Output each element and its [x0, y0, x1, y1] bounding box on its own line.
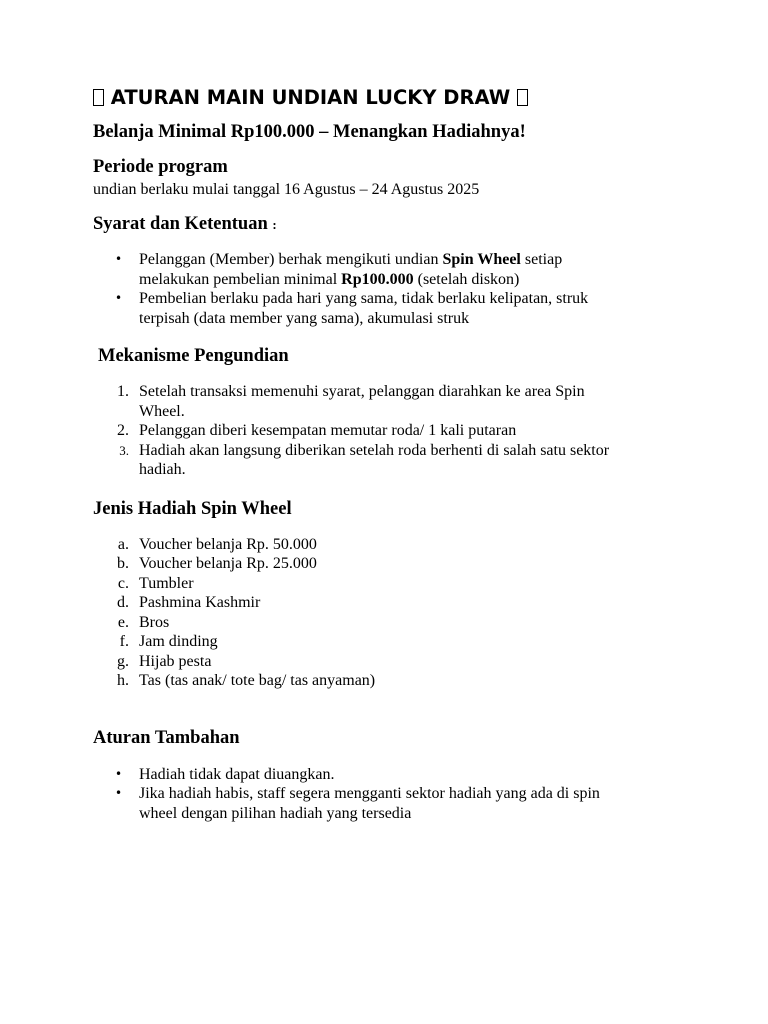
mekanisme-heading: Mekanisme Pengundian — [98, 346, 289, 366]
document-page — [93, 84, 693, 823]
subtitle: Belanja Minimal Rp100.000 – Menangkan Hadiahnya! — [93, 122, 526, 142]
page-title-text: ATURAN MAIN UNDIAN LUCKY DRAW — [110, 86, 511, 109]
list-marker: e. — [117, 613, 129, 631]
syarat-text: Pelanggan (Member) berhak mengikuti undian — [139, 251, 443, 268]
list-item — [93, 632, 679, 652]
list-text: Hadiah akan langsung diberikan setelah roda berhenti di salah satu sektor — [139, 441, 610, 459]
list-item — [93, 535, 679, 555]
list-text: wheel dengan pilihan hadiah yang tersedia — [139, 804, 412, 822]
mekanisme-list — [93, 382, 693, 480]
tambahan-heading: Aturan Tambahan — [93, 727, 240, 748]
list-text: Tas (tas anak/ tote bag/ tas anyaman) — [139, 672, 376, 689]
list-item — [93, 382, 679, 421]
list-text: Wheel. — [139, 402, 185, 420]
periode-text: undian berlaku mulai tanggal 16 Agustus – 24 Agustus 2025 — [93, 181, 480, 198]
list-item — [93, 671, 679, 691]
list-text: Jika hadiah habis, staff segera mengganti sektor hadiah yang ada di spin — [139, 785, 600, 802]
syarat-text: setiap — [520, 251, 563, 268]
syarat-text: Pembelian berlaku pada hari yang sama, tidak berlaku kelipatan, struk — [139, 290, 589, 307]
list-item — [93, 652, 679, 672]
list-item — [93, 784, 679, 823]
list-marker: h. — [117, 672, 129, 689]
syarat-heading — [93, 212, 693, 237]
list-item — [93, 613, 679, 633]
page-title — [93, 84, 693, 112]
list-text: Tumbler — [139, 574, 194, 592]
list-item — [93, 574, 679, 594]
syarat-heading-colon: : — [272, 217, 277, 232]
hadiah-list — [93, 535, 693, 691]
syarat-text: terpisah (data member yang sama), akumulasi struk — [139, 309, 470, 327]
missing-emoji-icon — [517, 89, 528, 106]
list-text: Bros — [139, 613, 170, 631]
list-marker: b. — [117, 555, 129, 572]
tambahan-list — [93, 765, 693, 824]
periode-heading: Periode program — [93, 157, 228, 177]
list-marker: c. — [117, 574, 129, 592]
list-text: hadiah. — [139, 461, 186, 478]
syarat-text: (setelah diskon) — [413, 270, 520, 288]
list-text: Pashmina Kashmir — [139, 594, 261, 611]
syarat-bold: Spin Wheel — [442, 251, 521, 268]
syarat-bold: Rp100.000 — [341, 270, 414, 288]
list-item — [93, 765, 679, 785]
syarat-heading-text: Syarat dan Ketentuan — [93, 214, 268, 234]
list-marker: 3. — [119, 442, 129, 458]
list-item — [93, 289, 679, 328]
list-item — [93, 593, 679, 613]
list-item — [93, 554, 679, 574]
hadiah-heading: Jenis Hadiah Spin Wheel — [93, 498, 292, 519]
list-text: Hadiah tidak dapat diuangkan. — [139, 765, 335, 783]
list-text: Hijab pesta — [139, 652, 212, 670]
list-item — [93, 421, 679, 441]
list-item — [93, 441, 679, 480]
list-text: Jam dinding — [139, 633, 218, 650]
missing-emoji-icon — [93, 89, 104, 106]
list-marker: d. — [117, 594, 129, 611]
list-marker: 1. — [117, 383, 129, 400]
list-text: Setelah transaksi memenuhi syarat, pelanggan diarahkan ke area Spin — [139, 383, 585, 400]
list-marker: g. — [117, 652, 129, 670]
list-marker: 2. — [117, 422, 129, 439]
list-text: Voucher belanja Rp. 25.000 — [139, 555, 317, 572]
list-text: Voucher belanja Rp. 50.000 — [139, 535, 317, 553]
list-item — [93, 250, 679, 289]
list-marker: f. — [119, 633, 129, 650]
syarat-text: melakukan pembelian minimal — [139, 270, 342, 288]
syarat-list — [93, 250, 693, 328]
list-marker: a. — [117, 535, 129, 553]
list-text: Pelanggan diberi kesempatan memutar roda/ 1 kali putaran — [139, 422, 517, 439]
